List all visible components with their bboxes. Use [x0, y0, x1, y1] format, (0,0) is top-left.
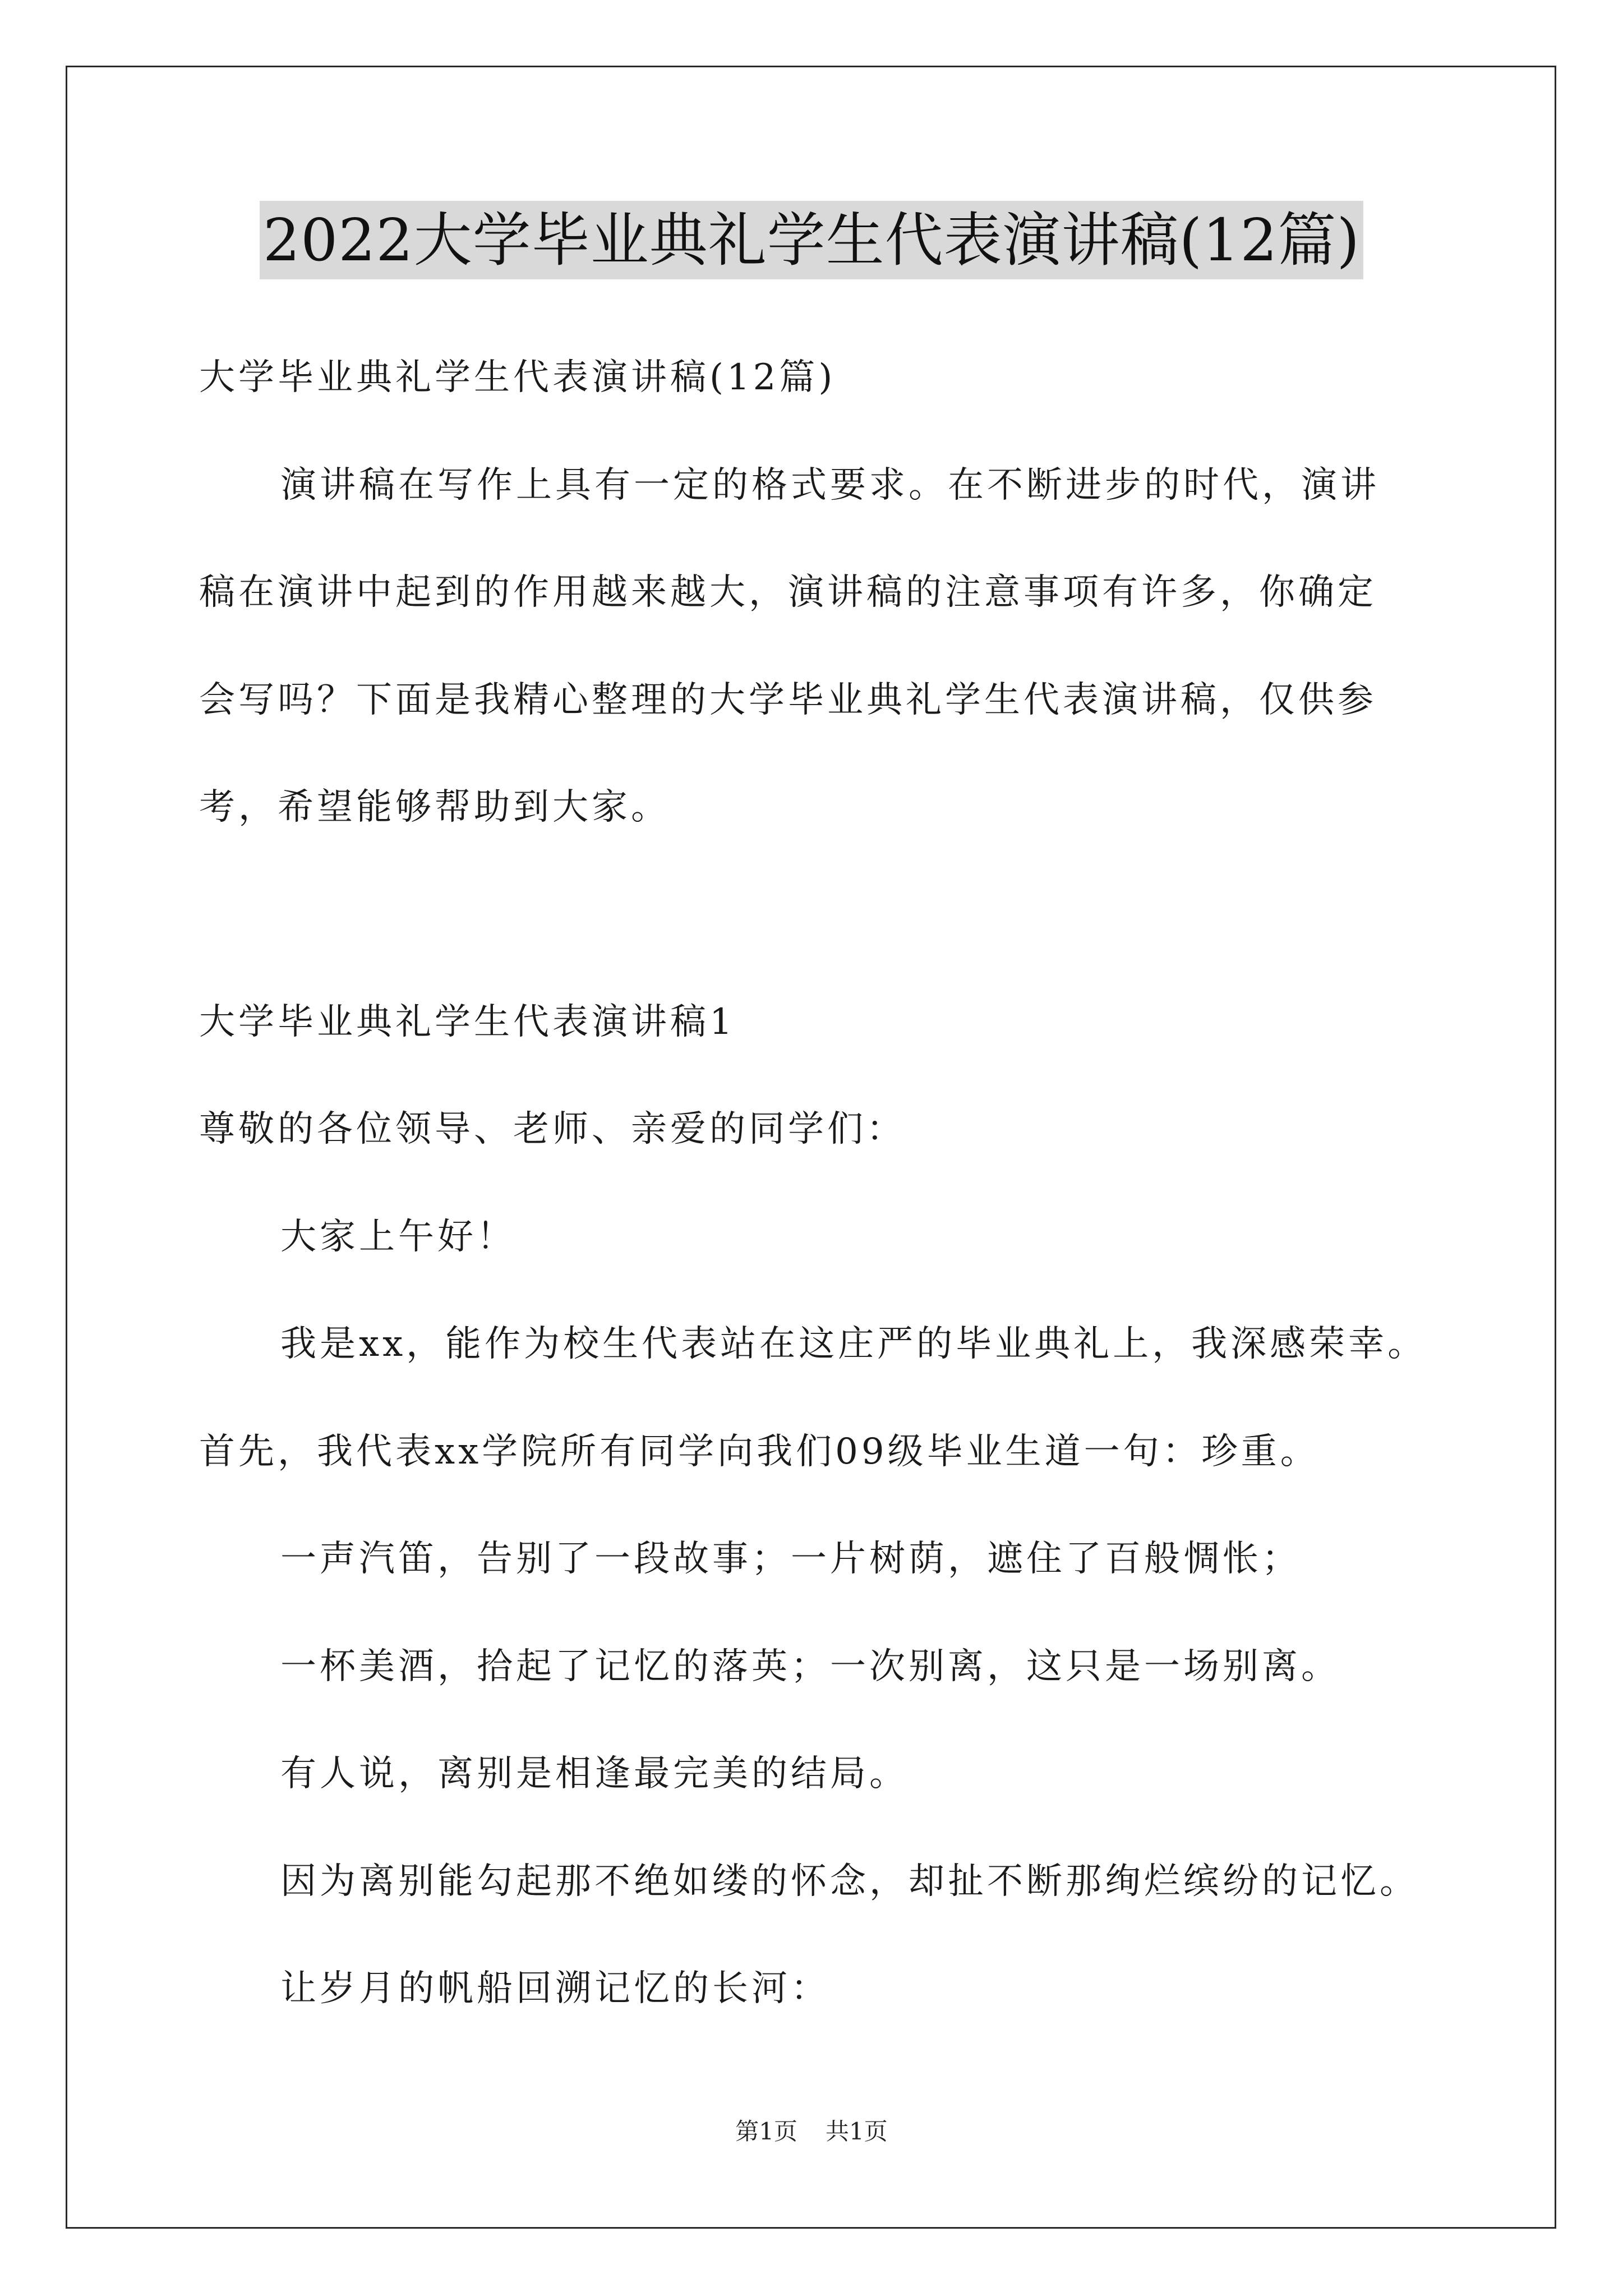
subtitle-line: 大学毕业典礼学生代表演讲稿(12篇) [199, 357, 836, 398]
paragraph-line: 首先，我代表xx学院所有同学向我们09级毕业生道一句：珍重。 [199, 1431, 1320, 1473]
paragraph-line: 稿在演讲中起到的作用越来越大，演讲稿的注意事项有许多，你确定 [199, 572, 1377, 613]
document-title: 2022大学毕业典礼学生代表演讲稿(12篇) [260, 201, 1363, 279]
paragraph-line: 演讲稿在写作上具有一定的格式要求。在不断进步的时代，演讲 [280, 464, 1380, 506]
salutation-line: 尊敬的各位领导、老师、亲爱的同学们： [199, 1108, 906, 1150]
page-footer [0, 2115, 1623, 2148]
title-wrap [0, 201, 1623, 279]
paragraph-line: 考，希望能够帮助到大家。 [199, 786, 670, 828]
page-total: 共1页 [826, 2118, 888, 2145]
paragraph-line: 会写吗？下面是我精心整理的大学毕业典礼学生代表演讲稿，仅供参 [199, 679, 1377, 721]
paragraph-line: 我是xx，能作为校生代表站在这庄严的毕业典礼上，我深感荣幸。 [280, 1323, 1427, 1365]
section-heading: 大学毕业典礼学生代表演讲稿1 [199, 1001, 736, 1043]
paragraph-line: 一杯美酒，拾起了记忆的落英；一次别离，这只是一场别离。 [280, 1646, 1340, 1687]
paragraph-line: 因为离别能勾起那不绝如缕的怀念，却扯不断那绚烂缤纷的记忆。 [280, 1861, 1419, 1902]
paragraph-line: 一声汽笛，告别了一段故事；一片树荫，遮住了百般惆怅； [280, 1538, 1301, 1580]
paragraph-line: 大家上午好！ [280, 1216, 516, 1258]
page-number: 第1页 [735, 2118, 797, 2145]
paragraph-line: 让岁月的帆船回溯记忆的长河： [280, 1968, 830, 2009]
paragraph-line: 有人说，离别是相逢最完美的结局。 [280, 1753, 909, 1795]
